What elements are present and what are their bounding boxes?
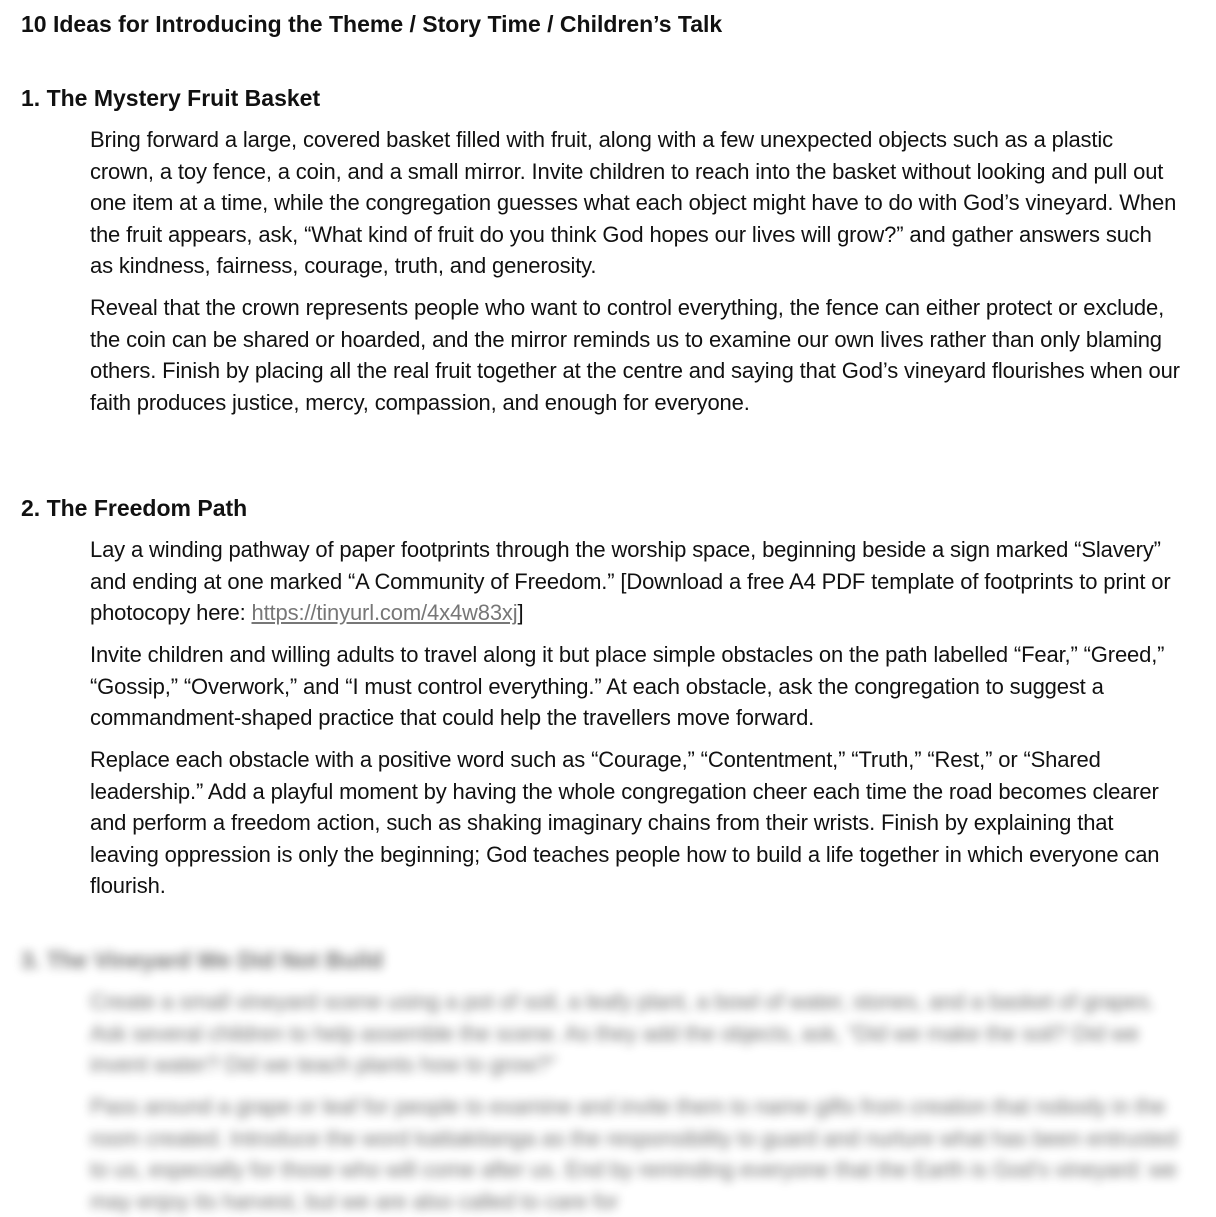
section-2-paragraph-1-text: Lay a winding pathway of paper footprints through the worship space, beginning beside a sign marked “Slavery” and ending at one marked “A Community of Freedom.” [Download a free A4 PDF template of footprints to print or photocopy here: xyxy=(90,537,1171,626)
section-heading-mystery-fruit-basket: 1. The Mystery Fruit Basket xyxy=(21,85,321,111)
document-title: 10 Ideas for Introducing the Theme / Story Time / Children’s Talk xyxy=(21,11,723,37)
footprints-template-link[interactable]: https://tinyurl.com/4x4w83xj xyxy=(251,600,518,626)
section-heading-freedom-path: 2. The Freedom Path xyxy=(21,495,248,521)
section-3-paragraph-1: Create a small vineyard scene using a pot of soil, a leafy plant, a bowl of water, stones, and a basket of grapes. Ask several children to help assemble the scene. As they add the objects, ask, “Did we make the soil? Did we invent water? Did we teach plants how to grow?” xyxy=(90,989,1156,1078)
section-2-paragraph-1 xyxy=(90,534,1180,629)
section-2-paragraph-1-end: ] xyxy=(517,600,524,626)
section-2-paragraph-3: Replace each obstacle with a positive word such as “Courage,” “Contentment,” “Truth,” “Rest,” or “Shared leadership.” Add a playful moment by having the whole congregation cheer each time the road becomes clearer and perform a freedom action, such as shaking imaginary chains from their wrists. Finish by explaining that leaving oppression is only the beginning; God teaches people how to build a life together in which everyone can flourish. xyxy=(90,747,1160,899)
section-1-paragraph-2: Reveal that the crown represents people who want to control everything, the fence can either protect or exclude, the coin can be shared or hoarded, and the mirror reminds us to examine our own lives rather than only blaming others. Finish by placing all the real fruit together at the centre and saying that God’s vineyard flourishes when our faith produces justice, mercy, compassion, and enough for everyone. xyxy=(90,295,1180,415)
section-2-paragraph-2: Invite children and willing adults to travel along it but place simple obstacles on the path labelled “Fear,” “Greed,” “Gossip,” “Overwork,” and “I must control everything.” At each obstacle, ask the congregation to suggest a commandment-shaped practice that could help the travellers move forward. xyxy=(90,642,1165,731)
section-heading-vineyard-we-did-not-build: 3. The Vineyard We Did Not Build xyxy=(21,947,384,973)
section-1-paragraph-1: Bring forward a large, covered basket filled with fruit, along with a few unexpected objects such as a plastic crown, a toy fence, a coin, and a small mirror. Invite children to reach into the basket without looking and pull out one item at a time, while the congregation guesses what each object might have to do with God’s vineyard. When the fruit appears, ask, “What kind of fruit do you think God hopes our lives will grow?” and gather answers such as kindness, fairness, courage, truth, and generosity. xyxy=(90,127,1177,279)
section-3-paragraph-2: Pass around a grape or leaf for people to examine and invite them to name gifts from creation that nobody in the room created. Introduce the word kaitiakitanga as the responsibility to guard and nurture what has been entrusted to us, especially for those who will come after us. End by reminding everyone that the Earth is God’s vineyard: we may enjoy its harvest, but we are also called to care for xyxy=(90,1094,1178,1214)
